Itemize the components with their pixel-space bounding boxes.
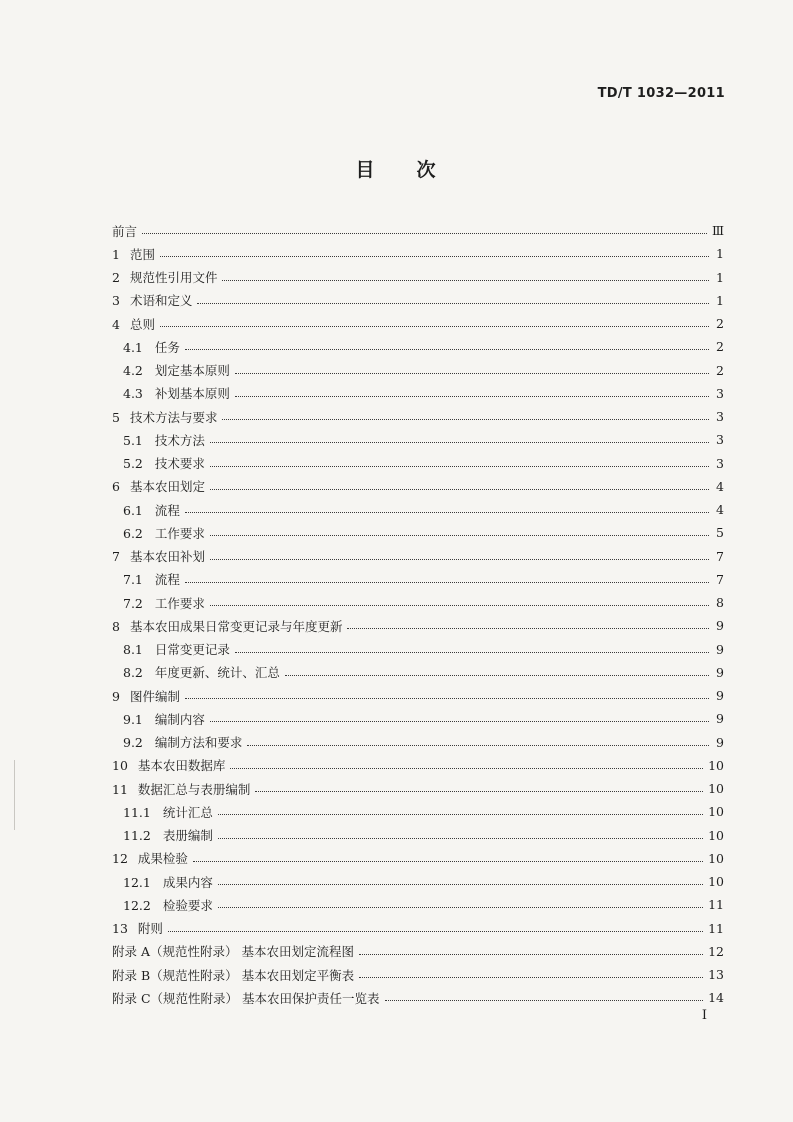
toc-entry[interactable] [112, 940, 724, 963]
toc-entry-number: 11.2 [123, 828, 151, 844]
toc-entry-label [123, 896, 213, 914]
toc-entry-number: 4.2 [123, 363, 143, 379]
toc-entry-label [123, 710, 205, 728]
toc-entry-page: 3 [716, 455, 724, 471]
toc-entry-title: 统计汇总 [162, 804, 213, 820]
toc-entry-label [112, 547, 205, 565]
dot-leader [210, 721, 709, 722]
toc-entry-page: 10 [708, 850, 724, 866]
toc-entry-label [112, 966, 354, 984]
toc-entry-title: 编制方法和要求 [154, 735, 243, 751]
toc-entry-title: 年度更新、统计、汇总 [154, 665, 280, 681]
toc-entry-title: 基本农田划定 [129, 479, 205, 495]
toc-entry-page: 10 [708, 874, 724, 890]
toc-entry-title: 数据汇总与表册编制 [137, 781, 251, 797]
toc-entry-page: 12 [708, 943, 724, 959]
toc-subentry[interactable] [112, 638, 724, 661]
toc-entry-label [123, 454, 205, 472]
toc-subentry[interactable] [112, 824, 724, 847]
toc-entry-page: 11 [708, 920, 724, 936]
toc-subentry[interactable] [112, 568, 724, 591]
toc-entry-page: 9 [716, 641, 724, 657]
toc-subentry[interactable] [112, 452, 724, 475]
toc-entry[interactable] [112, 219, 724, 242]
toc-entry[interactable] [112, 545, 724, 568]
toc-entry-title: 基本农田补划 [129, 549, 205, 565]
toc-entry-label [123, 384, 230, 402]
dot-leader [235, 652, 709, 653]
toc-entry-page: 2 [716, 362, 724, 378]
dot-leader [185, 512, 709, 513]
dot-leader [255, 791, 703, 792]
dot-leader [218, 814, 703, 815]
toc-entry-title: 表册编制 [162, 828, 213, 844]
dot-leader [197, 303, 709, 304]
toc-entry[interactable] [112, 312, 724, 335]
toc-entry-page: 8 [716, 595, 724, 611]
toc-entry-number: 3 [112, 293, 120, 309]
toc-entry-label [112, 617, 342, 635]
toc-entry-number: 5 [112, 409, 120, 425]
toc-entry[interactable] [112, 242, 724, 265]
dot-leader [347, 628, 709, 629]
toc-title-char-1: 目 [355, 159, 377, 181]
toc-entry-label [123, 501, 180, 519]
toc-entry[interactable] [112, 847, 724, 870]
toc-title [0, 155, 793, 182]
dot-leader [218, 884, 703, 885]
toc-entry-page: 5 [716, 525, 724, 541]
toc-entry-page: 10 [708, 827, 724, 843]
toc-entry-label [123, 594, 205, 612]
toc-entry-number: 13 [112, 921, 128, 937]
dot-leader [142, 233, 707, 234]
toc-entry-title: 划定基本原则 [154, 363, 230, 379]
toc-entry-label [112, 315, 155, 333]
toc-subentry[interactable] [112, 521, 724, 544]
toc-entry-title: 成果检验 [137, 851, 188, 867]
toc-subentry[interactable] [112, 800, 724, 823]
toc-entry-title: 范围 [129, 246, 155, 262]
toc-entry-label [112, 408, 217, 426]
toc-entry-page: 9 [716, 688, 724, 704]
dot-leader [235, 396, 709, 397]
toc-entry-label [123, 361, 230, 379]
toc-entry-label [123, 524, 205, 542]
toc-entry-label [112, 268, 217, 286]
toc-entry-number: 5.1 [123, 432, 143, 448]
toc-entry-label [112, 222, 137, 240]
dot-leader [160, 326, 709, 327]
toc-entry-label [112, 919, 163, 937]
toc-entry-number: 4.3 [123, 386, 143, 402]
toc-entry[interactable] [112, 777, 724, 800]
toc-entry-page: 3 [716, 432, 724, 448]
toc-entry-number: 11 [112, 781, 128, 797]
toc-entry-title: 日常变更记录 [154, 642, 230, 658]
toc-subentry[interactable] [112, 893, 724, 916]
toc-entry-number: 10 [112, 758, 128, 774]
dot-leader [222, 280, 709, 281]
toc-entry-number: 6.2 [123, 525, 143, 541]
toc-entry-number: 12.2 [123, 897, 151, 913]
toc-entry-page: 9 [716, 711, 724, 727]
toc-entry[interactable] [112, 917, 724, 940]
toc-entry-page: 3 [716, 409, 724, 425]
toc-entry-number: 6 [112, 479, 120, 495]
toc-entry-number: 5.2 [123, 456, 143, 472]
dot-leader [247, 745, 709, 746]
toc-entry-number: 7.1 [123, 572, 143, 588]
toc-subentry[interactable] [112, 731, 724, 754]
dot-leader [222, 419, 709, 420]
dot-leader [168, 931, 703, 932]
dot-leader [210, 442, 709, 443]
toc-entry-page: 4 [716, 478, 724, 494]
toc-entry-page: 14 [708, 990, 724, 1006]
scan-artifact-line [14, 760, 15, 830]
toc-entry-page: 3 [716, 385, 724, 401]
toc-entry-title: 总则 [129, 316, 155, 332]
toc-entry-title: 图件编制 [129, 688, 180, 704]
toc-entry-label [123, 803, 213, 821]
toc-entry-title: 任务 [154, 339, 180, 355]
toc-entry-number: 8.1 [123, 642, 143, 658]
dot-leader [193, 861, 703, 862]
dot-leader [160, 256, 709, 257]
toc-entry-label [112, 942, 354, 960]
toc-entry-page: 13 [708, 967, 724, 983]
toc-entry-label [112, 687, 180, 705]
dot-leader [359, 954, 703, 955]
toc-entry-number: 4 [112, 316, 120, 332]
toc-entry[interactable] [112, 986, 724, 1009]
toc-entry-page: 10 [708, 757, 724, 773]
dot-leader [385, 1000, 704, 1001]
dot-leader [285, 675, 709, 676]
toc-entry-label [123, 826, 213, 844]
toc-entry-page: 9 [716, 734, 724, 750]
toc-entry-title: 补划基本原则 [154, 386, 230, 402]
toc-entry-label [112, 989, 380, 1007]
toc-entry-label [112, 245, 155, 263]
toc-entry-title: 技术方法与要求 [129, 409, 218, 425]
toc-entry-title: 技术要求 [154, 456, 205, 472]
toc-entry[interactable] [112, 963, 724, 986]
toc-entry-page: 11 [708, 897, 724, 913]
toc-entry-number: 6.1 [123, 502, 143, 518]
toc-entry-page: 10 [708, 804, 724, 820]
toc-entry-number: 9.2 [123, 735, 143, 751]
toc-entry[interactable] [112, 754, 724, 777]
dot-leader [359, 977, 703, 978]
toc-subentry[interactable] [112, 661, 724, 684]
toc-entry-label [123, 873, 213, 891]
toc-entry-number: 12.1 [123, 874, 151, 890]
toc-subentry[interactable] [112, 359, 724, 382]
toc-entry-number: 9 [112, 688, 120, 704]
dot-leader [210, 535, 709, 536]
toc-subentry[interactable] [112, 335, 724, 358]
toc-entry-number: 7.2 [123, 595, 143, 611]
dot-leader [210, 605, 709, 606]
toc-entry-title: 规范性引用文件 [129, 270, 218, 286]
toc-entry-title: 成果内容 [162, 874, 213, 890]
toc-entry-number: 4.1 [123, 339, 143, 355]
dot-leader [210, 559, 709, 560]
toc-entry-label [112, 849, 188, 867]
page-folio: I [701, 1008, 707, 1023]
toc-entry-label [123, 431, 205, 449]
toc-entry-title: 基本农田数据库 [137, 758, 226, 774]
toc-entry-label [123, 570, 180, 588]
table-of-contents [112, 219, 724, 1010]
toc-entry-title: 流程 [154, 502, 180, 518]
dot-leader [218, 838, 703, 839]
toc-entry[interactable] [112, 289, 724, 312]
toc-entry-page: 1 [716, 269, 724, 285]
dot-leader [185, 698, 709, 699]
toc-entry-title: 工作要求 [154, 525, 205, 541]
toc-entry-label [112, 291, 192, 309]
toc-entry-label [123, 640, 230, 658]
toc-subentry[interactable] [112, 591, 724, 614]
toc-entry-title: 术语和定义 [129, 293, 193, 309]
dot-leader [185, 582, 709, 583]
toc-entry-page: Ⅲ [711, 223, 724, 239]
toc-entry-label [112, 756, 225, 774]
toc-entry-title: 流程 [154, 572, 180, 588]
toc-entry[interactable] [112, 475, 724, 498]
document-code: TD/T 1032—2011 [597, 86, 725, 101]
toc-entry-page: 9 [716, 664, 724, 680]
dot-leader [235, 373, 709, 374]
toc-entry-number: 8 [112, 618, 120, 634]
toc-entry-page: 4 [716, 502, 724, 518]
toc-entry-label [123, 733, 242, 751]
toc-entry-number: 8.2 [123, 665, 143, 681]
toc-entry-number: 2 [112, 270, 120, 286]
toc-entry-page: 7 [716, 548, 724, 564]
toc-entry[interactable] [112, 684, 724, 707]
toc-entry-title: 编制内容 [154, 711, 205, 727]
toc-entry-number: 9.1 [123, 711, 143, 727]
toc-subentry[interactable] [112, 498, 724, 521]
dot-leader [210, 466, 709, 467]
toc-title-char-2: 次 [416, 159, 438, 181]
toc-entry-label [112, 780, 250, 798]
dot-leader [230, 768, 703, 769]
toc-entry[interactable] [112, 405, 724, 428]
toc-subentry[interactable] [112, 428, 724, 451]
toc-entry-page: 9 [716, 618, 724, 634]
toc-entry[interactable] [112, 266, 724, 289]
toc-entry[interactable] [112, 614, 724, 637]
toc-subentry[interactable] [112, 870, 724, 893]
toc-entry-title: 附则 [137, 921, 163, 937]
toc-entry-label [112, 477, 205, 495]
toc-entry-title: 附录 C（规范性附录） 基本农田保护责任一览表 [112, 990, 380, 1006]
toc-subentry[interactable] [112, 707, 724, 730]
toc-entry-page: 2 [716, 339, 724, 355]
toc-entry-number: 12 [112, 851, 128, 867]
toc-entry-number: 11.1 [123, 804, 151, 820]
toc-entry-page: 1 [716, 292, 724, 308]
toc-entry-title: 附录 B（规范性附录） 基本农田划定平衡表 [112, 967, 355, 983]
toc-entry-page: 2 [716, 316, 724, 332]
toc-entry-page: 1 [716, 246, 724, 262]
dot-leader [218, 907, 703, 908]
dot-leader [210, 489, 709, 490]
toc-subentry[interactable] [112, 382, 724, 405]
toc-entry-label [123, 663, 280, 681]
toc-entry-title: 检验要求 [162, 897, 213, 913]
toc-entry-title: 前言 [112, 223, 138, 239]
toc-entry-page: 7 [716, 571, 724, 587]
toc-entry-number: 1 [112, 246, 120, 262]
toc-entry-title: 基本农田成果日常变更记录与年度更新 [129, 618, 343, 634]
toc-entry-title: 附录 A（规范性附录） 基本农田划定流程图 [112, 944, 354, 960]
toc-entry-title: 工作要求 [154, 595, 205, 611]
toc-entry-page: 10 [708, 781, 724, 797]
toc-entry-title: 技术方法 [154, 432, 205, 448]
toc-entry-label [123, 338, 180, 356]
toc-entry-number: 7 [112, 549, 120, 565]
dot-leader [185, 349, 709, 350]
